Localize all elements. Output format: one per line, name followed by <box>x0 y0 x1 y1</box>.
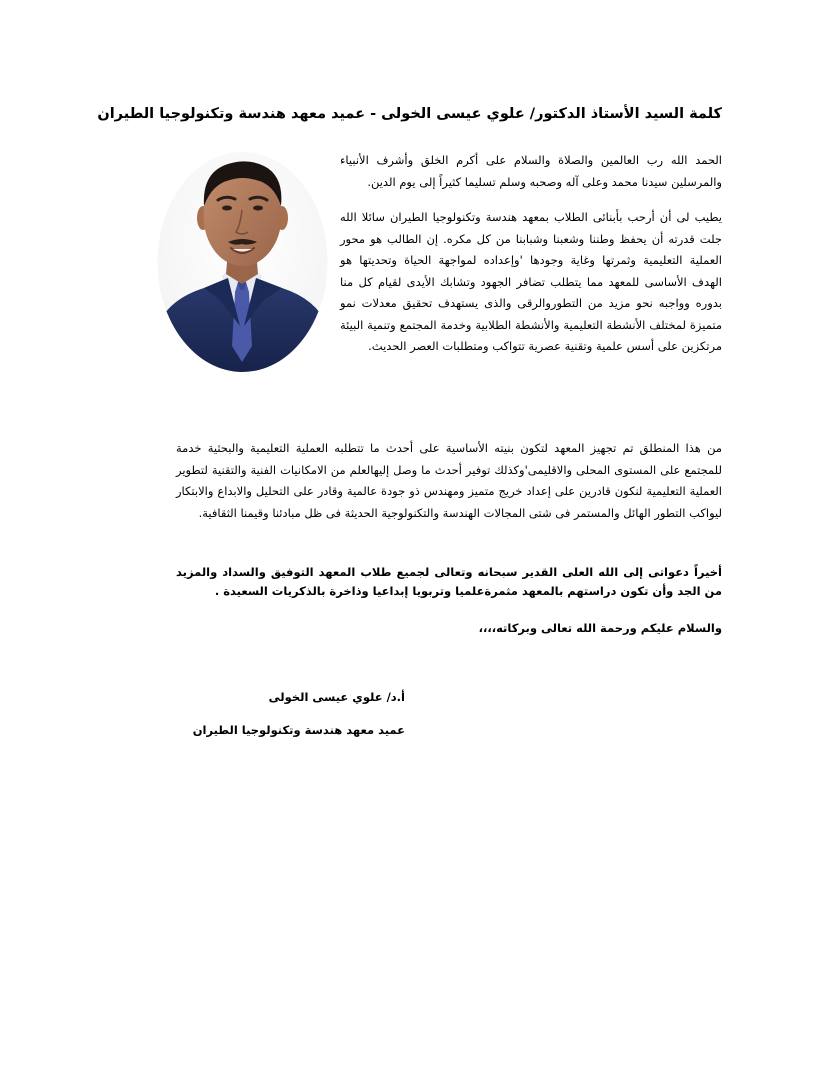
intro-paragraph-welcome: يطيب لى أن أرحب بأبنائى الطلاب بمعهد هندسة وتكنولوجيا الطيران سائلا الله جلت قدرته أن يحفظ وطننا وشعبنا وشبابنا من كل مكره. إن الطالب هو محور العملية التعليمية وثمرتها وغاية وجودها 'وإعداده لمواجهة الحياة وتحديتها هو الهدف الأساسى للمعهد مما يتطلب تضافر الجهود وتشابك الأيدى لقيام كل منا بدوره وواجبه نحو مزيد من التطوروالرقى والذى يستهدف تحقيق معدلات نمو متميزة لمختلف الأنشطة التعليمية والأنشطة الطلابية وخدمة المجتمع وتنمية البيئة مرتكزين على أسس علمية وتقنية عصرية تتواكب ومتطلبات العصر الحديث. <box>340 210 722 353</box>
page-title: كلمة السيد الأستاذ الدكتور/ علوي عيسى الخولى - عميد معهد هندسة وتكنولوجيا الطيران <box>97 106 722 122</box>
intro-paragraph-praise: الحمد الله رب العالمين والصلاة والسلام على أكرم الخلق وأشرف الأنبياء والمرسلين سيدنا محمد وعلى آله وصحبه وسلم تسليما كثيراً إلى يوم الدين. <box>340 153 722 189</box>
signature-name: أ.د/ علوي عيسى الخولى <box>268 690 405 704</box>
closing-paragraph: أخيراً دعواتى إلى الله العلى القدير سبحانه وتعالى لجميع طلاب المعهد التوفيق والسداد والمزيد من الجد وأن تكون دراستهم بالمعهد مثمرةعلميا وتربويا إبداعيا وذاخرة بالذكريات السعيدة . <box>176 565 722 598</box>
intro-text <box>340 150 722 372</box>
dean-portrait <box>156 150 329 374</box>
signature-title: عميد معهد هندسة وتكنولوجيا الطيران <box>192 723 405 737</box>
salutation: والسلام عليكم ورحمة الله تعالى وبركاته،،،، <box>478 621 722 635</box>
body-paragraph: من هذا المنطلق تم تجهيز المعهد لتكون بنيته الأساسية على أحدث ما تتطلبه العملية التعليمية والبحثية خدمة للمجتمع على المستوى المحلى والاقليمى'وكذلك توفير أحدث ما وصل إليهالعلم من الامكانيات الفنية والتقنية لتطوير العملية التعليمية لنكون قادرين على إعداد خريج متميز ومهندس ذو جودة عالمية وقادر على التحليل والابداع والابتكار ليواكب التطور الهائل والمستمر فى شتى المجالات الهندسة والتكنولوجية الحديثة فى ظل مبادئنا وقيمنا الثقافية. <box>176 441 722 520</box>
